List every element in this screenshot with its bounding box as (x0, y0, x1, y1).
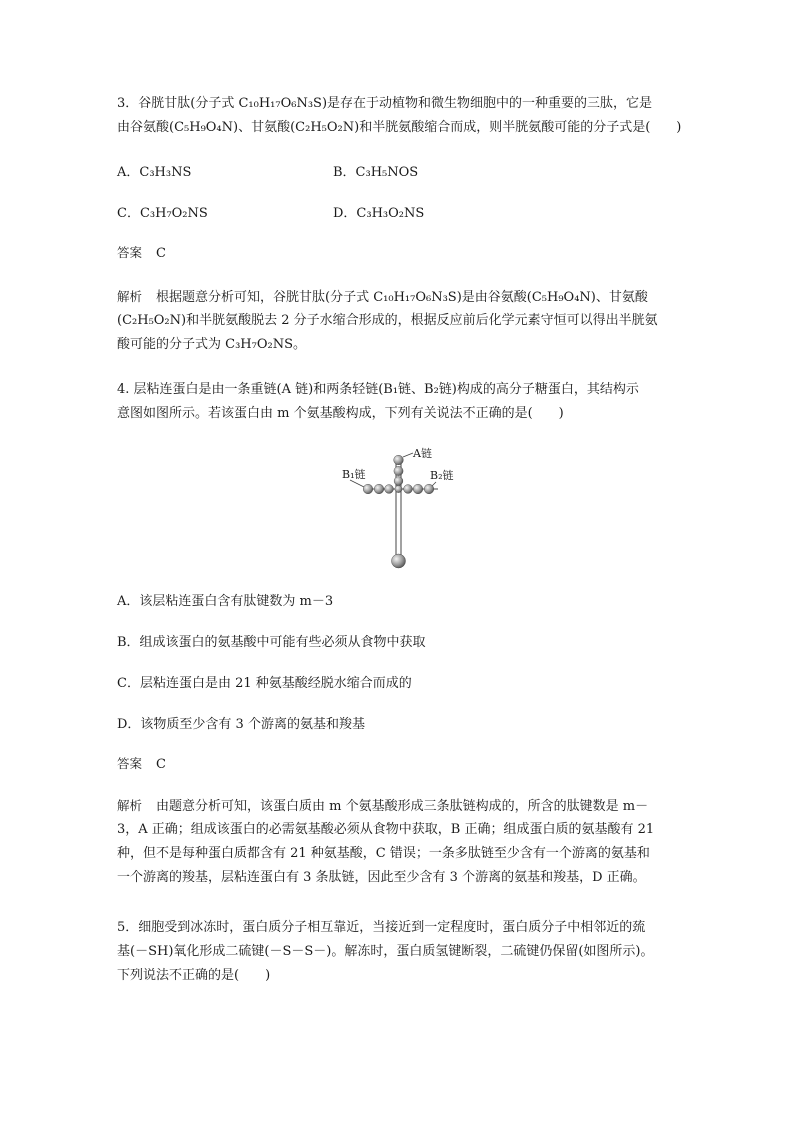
question-3-option-c: C．C₃H₇O₂NS (117, 206, 208, 221)
b2-chain-label: B₂链 (430, 469, 454, 482)
a-chain-bead-2 (394, 466, 403, 475)
b1-chain-bead-1 (363, 484, 373, 494)
question-5-stem-line-3: 下列说法不正确的是( ) (117, 968, 271, 983)
answer-value: C (156, 757, 166, 772)
question-3-stem-line-1: 3．谷胱甘肽(分子式 C₁₀H₁₇O₆N₃S)是存在于动植物和微生物细胞中的一种重要的三肽，它是 (117, 96, 653, 111)
question-3-option-a: A．C₃H₃NS (117, 165, 192, 180)
b1-chain-bead-2 (374, 484, 384, 494)
b1-chain-bead-3 (385, 485, 394, 494)
answer-label: 答案 (117, 756, 143, 771)
question-3-option-d: D．C₃H₃O₂NS (333, 206, 425, 221)
b1-chain-label: B₁链 (342, 468, 366, 481)
question-3-analysis (117, 285, 687, 357)
a-chain-bead-3 (394, 477, 403, 486)
a-chain-bead-top (394, 455, 404, 465)
question-4-option-c: C．层粘连蛋白是由 21 种氨基酸经脱水缩合而成的 (117, 676, 412, 691)
answer-value: C (156, 246, 166, 261)
question-3-analysis-line-2: (C₂H₅O₂N)和半胱氨酸脱去 2 分子水缩合形成的，根据反应前后化学元素守恒可以得出半胱氨 (117, 313, 658, 328)
a-leader-line (403, 453, 413, 457)
center-bead (395, 485, 402, 492)
question-4-analysis (117, 794, 687, 890)
a-chain-label: A链 (413, 447, 432, 460)
question-4-analysis-line-1: 解析 由题意分析可知，该蛋白质由 m 个氨基酸形成三条肽链构成的，所含的肽键数是 m－ (117, 798, 649, 814)
question-3-answer (117, 243, 166, 261)
question-5-stem-line-1: 5．细胞受到冰冻时，蛋白质分子相互靠近，当接近到一定程度时，蛋白质分子中相邻近的巯 (117, 920, 646, 935)
question-4-options (117, 590, 687, 754)
b2-chain-bead-1 (404, 485, 413, 494)
question-4-stem (117, 378, 687, 426)
analysis-label: 解析 (117, 289, 143, 304)
b2-chain-bead-2 (413, 484, 423, 494)
question-5-stem (117, 916, 687, 988)
question-4-stem-line-1: 4. 层粘连蛋白是由一条重链(A 链)和两条轻链(B₁链、B₂链)构成的高分子糖蛋白，其结构示 (117, 382, 639, 397)
heavy-chain-bottom-bead (392, 554, 406, 568)
question-4-answer (117, 754, 166, 772)
question-3-analysis-line-3: 酸可能的分子式为 C₃H₇O₂NS。 (117, 337, 306, 352)
question-4-option-a: A．该层粘连蛋白含有肽键数为 m－3 (117, 594, 334, 609)
analysis-label: 解析 (117, 798, 143, 813)
question-4-analysis-line-4: 一个游离的羧基，层粘连蛋白有 3 条肽链，因此至少含有 3 个游离的氨基和羧基，D 正确。 (117, 870, 646, 885)
question-4-analysis-line-3: 种，但不是每种蛋白质都含有 21 种氨基酸，C 错误；一条多肽链至少含有一个游离的氨基和 (117, 846, 650, 861)
question-4-analysis-line-2: 3，A 正确；组成该蛋白的必需氨基酸必须从食物中获取，B 正确；组成蛋白质的氨基酸有 21 (117, 822, 655, 837)
question-5-stem-line-2: 基(－SH)氧化形成二硫键(－S－S－)。解冻时，蛋白质氢键断裂，二硫键仍保留(如图所示)。 (117, 944, 654, 959)
question-4-option-b: B．组成该蛋白的氨基酸中可能有些必须从食物中获取 (117, 635, 426, 650)
question-3-analysis-line-1: 解析 根据题意分析可知，谷胱甘肽(分子式 C₁₀H₁₇O₆N₃S)是由谷氨酸(C₅H₉O₄N)、甘氨酸 (117, 289, 648, 305)
laminin-structure-diagram (330, 446, 470, 580)
question-3-stem-line-2: 由谷氨酸(C₅H₉O₄N)、甘氨酸(C₂H₅O₂N)和半胱氨酸缩合而成，则半胱氨酸可能的分子式是( ) (117, 120, 682, 135)
b2-chain-bead-3 (424, 484, 434, 494)
answer-label: 答案 (117, 245, 143, 260)
question-4-stem-line-2: 意图如图所示。若该蛋白由 m 个氨基酸构成，下列有关说法不正确的是( ) (117, 406, 564, 421)
question-3-option-b: B．C₃H₅NOS (333, 165, 419, 180)
question-4-option-d: D．该物质至少含有 3 个游离的氨基和羧基 (117, 717, 365, 732)
question-3-stem (117, 92, 687, 140)
